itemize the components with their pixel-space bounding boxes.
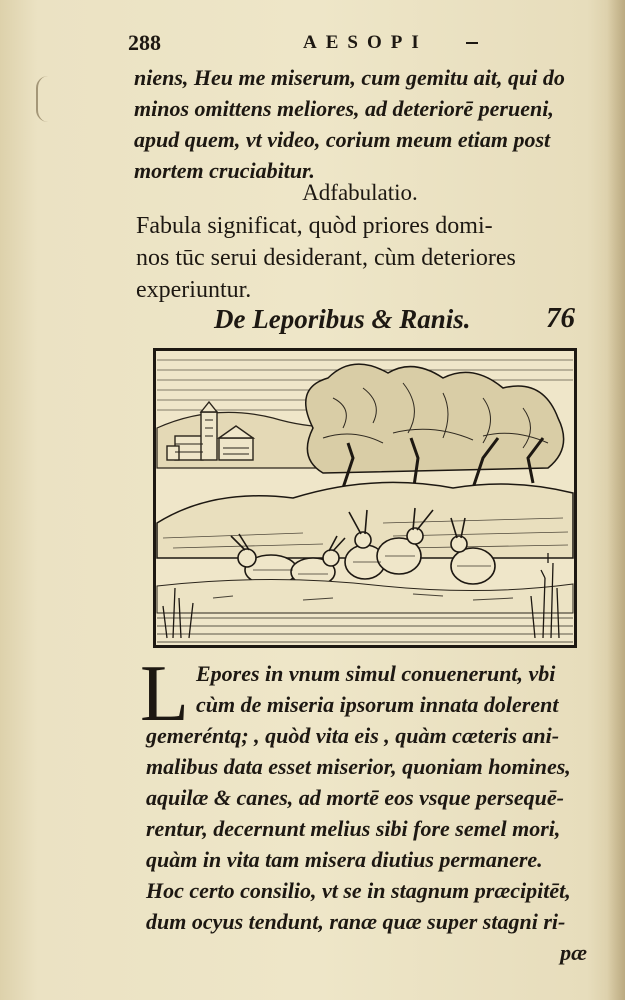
moral-heading: Adfabulatio. [302, 180, 418, 205]
hares-woodcut-illustration [153, 348, 577, 648]
text-line: malibus data esset miserior, quoniam homines, [146, 754, 571, 779]
gutter-shadow [607, 0, 625, 1000]
text-line: Hoc certo consilio, vt se in stagnum præcipitēt, [146, 878, 571, 903]
moral-text [136, 210, 588, 306]
previous-fable-text [134, 62, 586, 186]
text-line: experiuntur. [136, 277, 252, 303]
margin-bracket-mark [36, 76, 52, 122]
drop-cap: L [140, 650, 189, 738]
page-number: 288 [128, 30, 161, 55]
text-line: cùm de miseria ipsorum innata dolerent [196, 692, 559, 717]
page-header [128, 30, 588, 56]
text-line: aquilæ & canes, ad mortē eos vsque persequē- [146, 785, 564, 810]
fable-text-indented [196, 658, 591, 720]
text-line: dum ocyus tendunt, ranæ quæ super stagni ri- [146, 909, 566, 934]
text-line: apud quem, vt video, corium meum etiam post [134, 127, 551, 152]
text-line: Fabula significat, quòd priores domi- [136, 213, 493, 239]
text-line: Epores in vnum simul conuenerunt, vbi [196, 661, 556, 686]
fable-text [146, 720, 591, 968]
title-dash [466, 42, 478, 44]
text-line: rentur, decernunt melius sibi fore semel mori, [146, 816, 561, 841]
text-line: nos tūc serui desiderant, cùm deteriores [136, 245, 516, 271]
running-title: AESOPI [303, 32, 428, 53]
text-line: pæ [560, 940, 587, 965]
text-line: gemeréntq; , quòd vita eis , quàm cæteris ani- [146, 723, 560, 748]
fable-title: De Leporibus & Ranis. [214, 304, 471, 334]
text-line: quàm in vita tam misera diutius permanere. [146, 847, 543, 872]
text-line: mortem cruciabitur. [134, 158, 315, 183]
text-line: minos omittens meliores, ad deteriorē perueni, [134, 96, 554, 121]
fable-number: 76 [546, 302, 575, 334]
text-line: niens, Heu me miserum, cum gemitu ait, qui do [134, 65, 565, 90]
